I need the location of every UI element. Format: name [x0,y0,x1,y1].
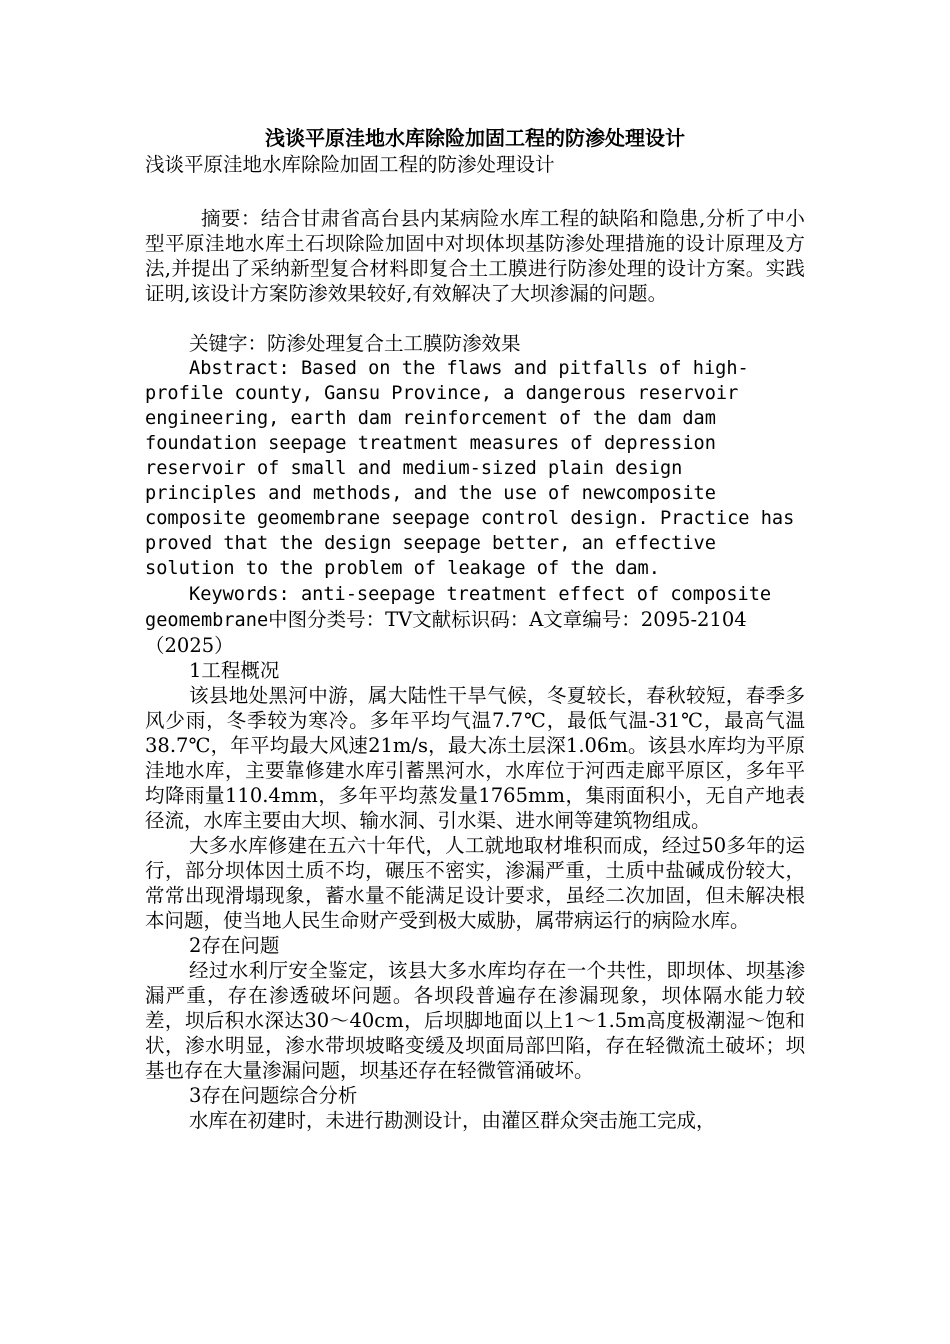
section-heading-1: 1工程概况 [189,659,280,682]
abstract-english: Abstract: Based on the flaws and pitfalls of high-profile county, Gansu Province, a dangerous reservoir engineering, earth dam reinforcement of the dam dam foundation seepage treatment measures of depression reservoir of small and medium-sized plain design principles and methods, and the use of newcomposite composite geomembrane seepage control design. Practice has proved that the design seepage better, an effective solution to the problem of leakage of the dam. [145,358,795,579]
document-title: 浅谈平原洼地水库除险加固工程的防渗处理设计 [265,126,685,150]
section-heading-2: 2存在问题 [189,934,280,957]
keywords-chinese: 关键字：防渗处理复合土工膜防渗效果 [189,332,521,355]
document-page [145,120,805,1133]
section-2-paragraph-1: 经过水利厅安全鉴定，该县大多水库均存在一个共性，即坝体、坝基渗漏严重，存在渗透破坏问题。各坝段普遍存在渗漏现象，坝体隔水能力较差，坝后积水深达30～40cm，后坝脚地面以上1～1.5m高度极潮湿～饱和状，渗水明显，渗水带坝坡略变缓及坝面局部凹陷，存在轻微流土破坏；坝基也存在大量渗漏问题，坝基还存在轻微管涌破坏。 [145,959,805,1082]
keywords-english: Keywords: anti-seepage treatment effect of composite geomembrane [145,584,772,631]
section-heading-3: 3存在问题综合分析 [189,1084,358,1107]
keywords-english-paragraph [145,581,805,658]
section-3-paragraph-1: 水库在初建时，未进行勘测设计，由灌区群众突击施工完成， [189,1109,716,1132]
section-1-paragraph-1: 该县地处黑河中游，属大陆性干旱气候，冬夏较长，春秋较短，春季多风少雨，冬季较为寒冷。多年平均气温7.7℃，最低气温-31℃，最高气温38.7℃，年平均最大风速21m/s，最大冻土层深1.06m。该县水库均为平原洼地水库，主要靠修建水库引蓄黑河水，水库位于河西走廊平原区，多年平均降雨量110.4mm，多年平均蒸发量1765mm，集雨面积小，无自产地表径流，水库主要由大坝、输水洞、引水渠、进水闸等建筑物组成。 [145,684,805,832]
abstract-chinese: 摘要：结合甘肃省高台县内某病险水库工程的缺陷和隐患,分析了中小型平原洼地水库土石坝除险加固中对坝体坝基防渗处理措施的设计原理及方法,并提出了采纳新型复合材料即复合土工膜进行防渗处理的设计方案。实践证明,该设计方案防渗效果较好,有效解决了大坝渗漏的问题。 [145,207,805,305]
section-1-paragraph-2: 大多水库修建在五六十年代，人工就地取材堆积而成，经过50多年的运行，部分坝体因土质不均，碾压不密实，渗漏严重，土质中盐碱成份较大，常常出现滑塌现象，蓄水量不能满足设计要求，虽经二次加固，但未解决根本问题，使当地人民生命财产受到极大威胁，属带病运行的病险水库。 [145,834,805,932]
classification-info: 中图分类号：TV文献标识码：A文章编号：2095-2104（2025） [145,608,747,657]
document-subtitle: 浅谈平原洼地水库除险加固工程的防渗处理设计 [145,153,555,176]
